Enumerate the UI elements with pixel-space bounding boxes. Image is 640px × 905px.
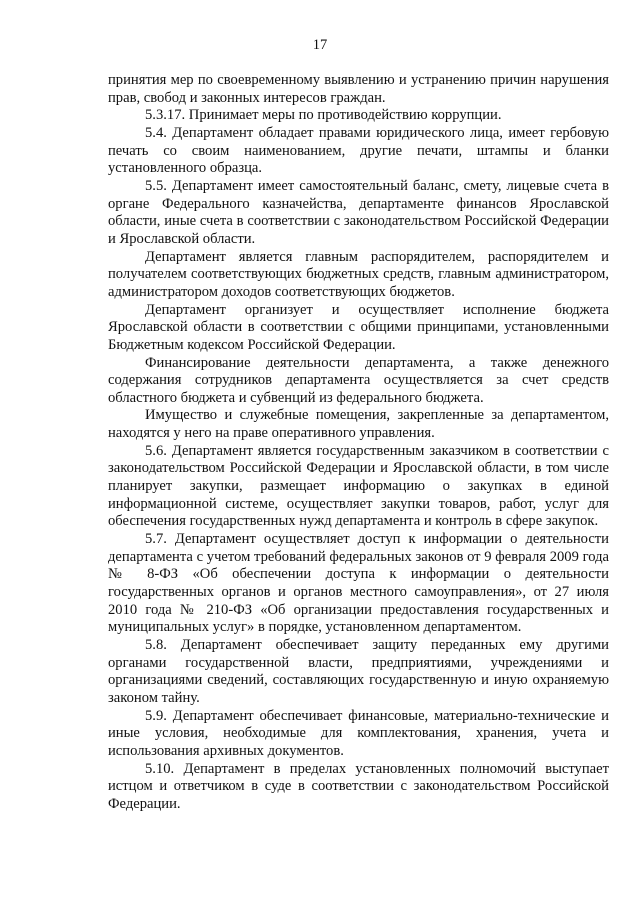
paragraph-budget-execution: Департамент организует и осуществляет исполнение бюджета Ярославской области в соответствии с общими принципами, установленными Бюджетным кодексом Российской Федерации. (108, 301, 609, 353)
paragraph-5-6: 5.6. Департамент является государственным заказчиком в соответствии с законодательством Российской Федерации и Ярославской области, в том числе планирует закупки, размещает информацию о закупках в единой информационной системе, осуществляет закупки товаров, работ, услуг для обеспечения государственных нужд департамента и контроль в сфере закупок. (108, 442, 609, 530)
paragraph-5-8: 5.8. Департамент обеспечивает защиту переданных ему другими органами государственной власти, предприятиями, учреждениями и организациями сведений, составляющих государственную и иную охраняемую законом тайну. (108, 637, 609, 706)
paragraph-5-7: 5.7. Департамент осуществляет доступ к информации о деятельности департамента с учетом требований федеральных законов от 9 февраля 2009 года № 8-ФЗ «Об обеспечении доступа к информации о деятельности государственных органов и органов местного самоуправления», от 27 июля 2010 года № 210-ФЗ «Об организации предоставления государственных и муниципальных услуг» в порядке, установленном департаментом. (108, 531, 609, 636)
paragraph-5-3-17: 5.3.17. Принимает меры по противодействию коррупции. (145, 107, 502, 124)
paragraph-5-5: 5.5. Департамент имеет самостоятельный баланс, смету, лицевые счета в органе Федерального казначейства, департаменте финансов Ярославской области, иные счета в соответствии с законодательством Российской Федерации и Ярославской области. (108, 177, 609, 247)
document-body (108, 72, 609, 814)
paragraph-5-10: 5.10. Департамент в пределах установленных полномочий выступает истцом и ответчиком в суде в соответствии с законодательством Российской Федерации. (108, 760, 609, 812)
paragraph-continuation: принятия мер по своевременному выявлению и устранению причин нарушения прав, свобод и законных интересов граждан. (108, 72, 609, 106)
paragraph-budget-role: Департамент является главным распорядителем, распорядителем и получателем соответствующих бюджетных средств, главным администратором, администратором доходов соответствующих бюджетов. (108, 248, 609, 300)
page-number: 17 (312, 37, 328, 53)
paragraph-property: Имущество и служебные помещения, закрепленные за департаментом, находятся у него на праве оперативного управления. (108, 407, 609, 442)
paragraph-financing: Финансирование деятельности департамента, а также денежного содержания сотрудников департамента осуществляется за счет средств областного бюджета и субвенций из федерального бюджета. (108, 354, 609, 406)
paragraph-5-4: 5.4. Департамент обладает правами юридического лица, имеет гербовую печать со своим наименованием, другие печати, штампы и бланки установленного образца. (108, 124, 609, 177)
paragraph-5-9: 5.9. Департамент обеспечивает финансовые, материально-технические и иные условия, необходимые для комплектования, хранения, учета и использования архивных документов. (108, 707, 609, 759)
